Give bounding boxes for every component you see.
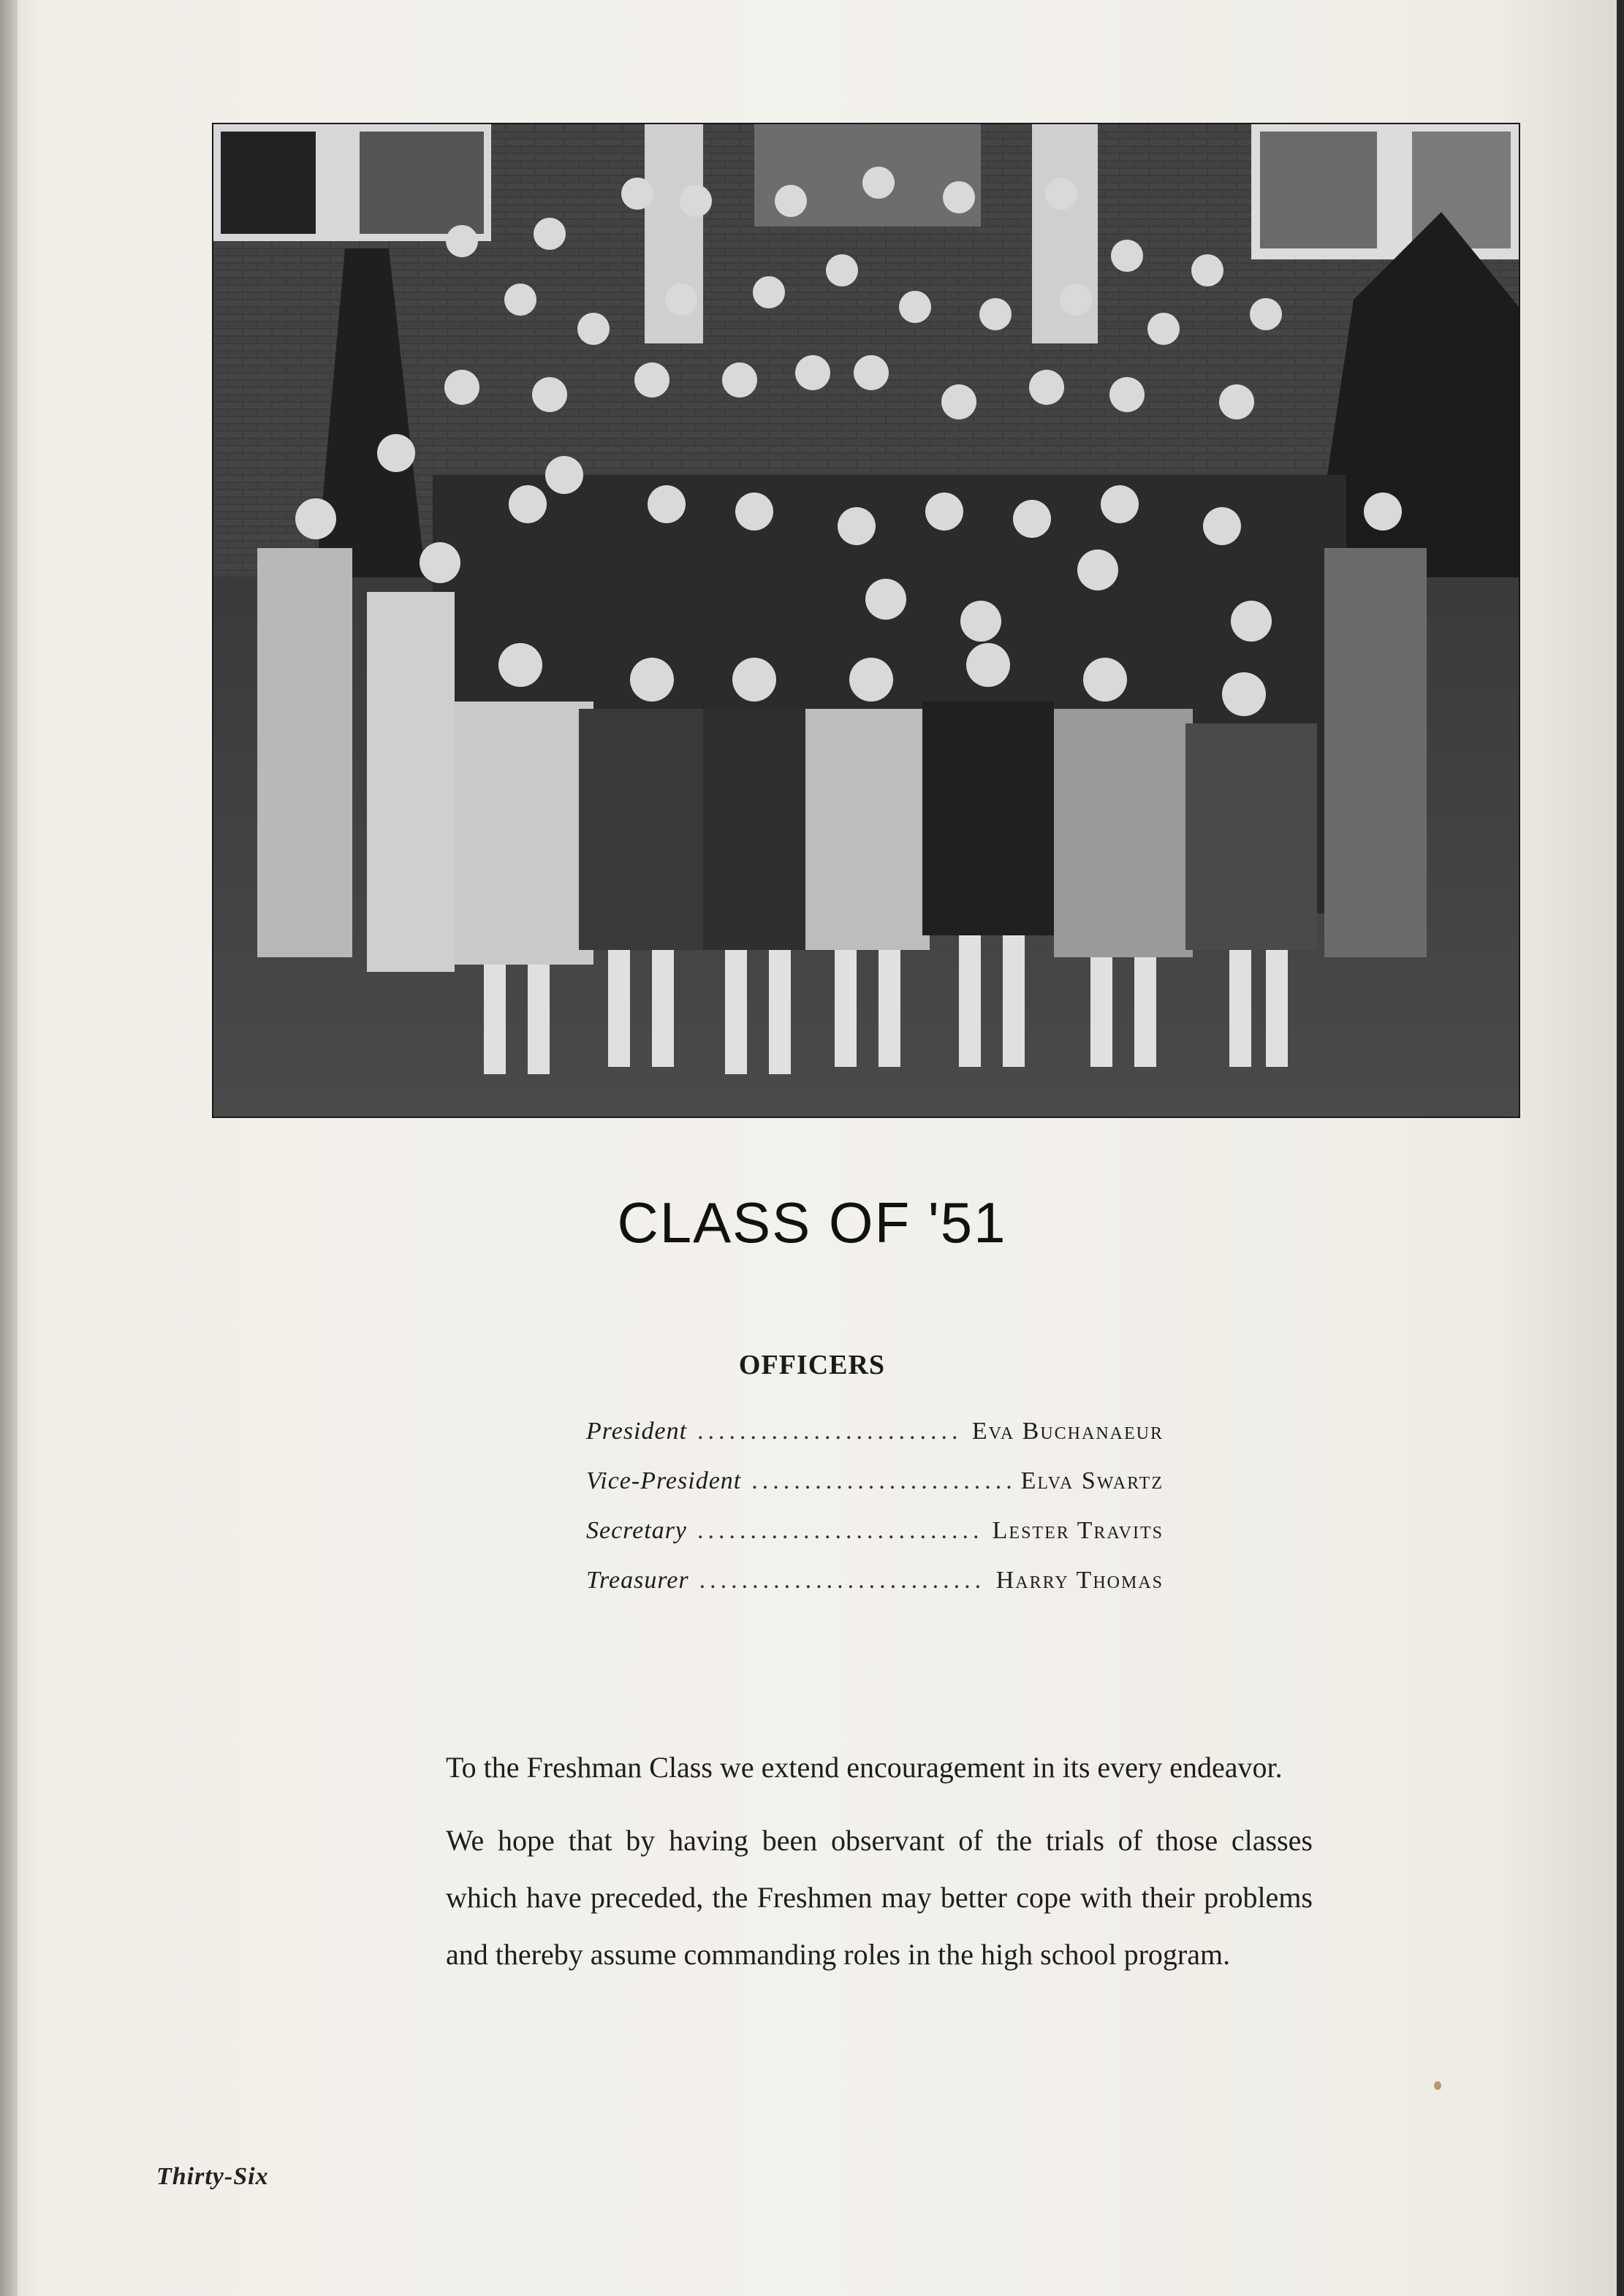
dot-leader xyxy=(751,1467,1010,1495)
class-message xyxy=(446,1739,1313,1999)
officer-name: Eva Buchanaeur xyxy=(971,1418,1164,1445)
page-edge xyxy=(1617,0,1624,2296)
dot-leader xyxy=(699,1567,986,1594)
officer-row-president xyxy=(586,1418,1164,1467)
officer-role: President xyxy=(586,1418,688,1445)
officer-role: Vice-President xyxy=(586,1467,742,1494)
class-title: CLASS OF '51 xyxy=(617,1190,1007,1255)
officer-name: Harry Thomas xyxy=(995,1567,1164,1594)
photo-illustration xyxy=(213,124,1519,1117)
message-paragraph-2: We hope that by having been observant of the trials of those classes which have preceded, the Freshmen may better cope with their problems and thereby assume commanding roles in the high school program. xyxy=(446,1824,1313,1971)
paper-speck xyxy=(1434,2081,1441,2090)
message-paragraph-1: To the Freshman Class we extend encouragement in its every endeavor. xyxy=(446,1751,1283,1784)
officer-row-treasurer xyxy=(586,1567,1164,1616)
officer-row-secretary xyxy=(586,1517,1164,1567)
officer-name: Elva Swartz xyxy=(1020,1467,1164,1494)
officers-list xyxy=(586,1418,1164,1616)
officer-row-vice-president xyxy=(586,1467,1164,1517)
dot-leader xyxy=(697,1418,962,1445)
dot-leader xyxy=(697,1517,982,1545)
officers-heading: OFFICERS xyxy=(738,1350,886,1380)
officer-name: Lester Travits xyxy=(992,1517,1164,1544)
binding-edge xyxy=(0,0,18,2296)
officer-role: Secretary xyxy=(586,1517,688,1544)
class-group-photo xyxy=(213,124,1519,1117)
page-number: Thirty-Six xyxy=(156,2163,269,2190)
officer-role: Treasurer xyxy=(586,1567,689,1594)
